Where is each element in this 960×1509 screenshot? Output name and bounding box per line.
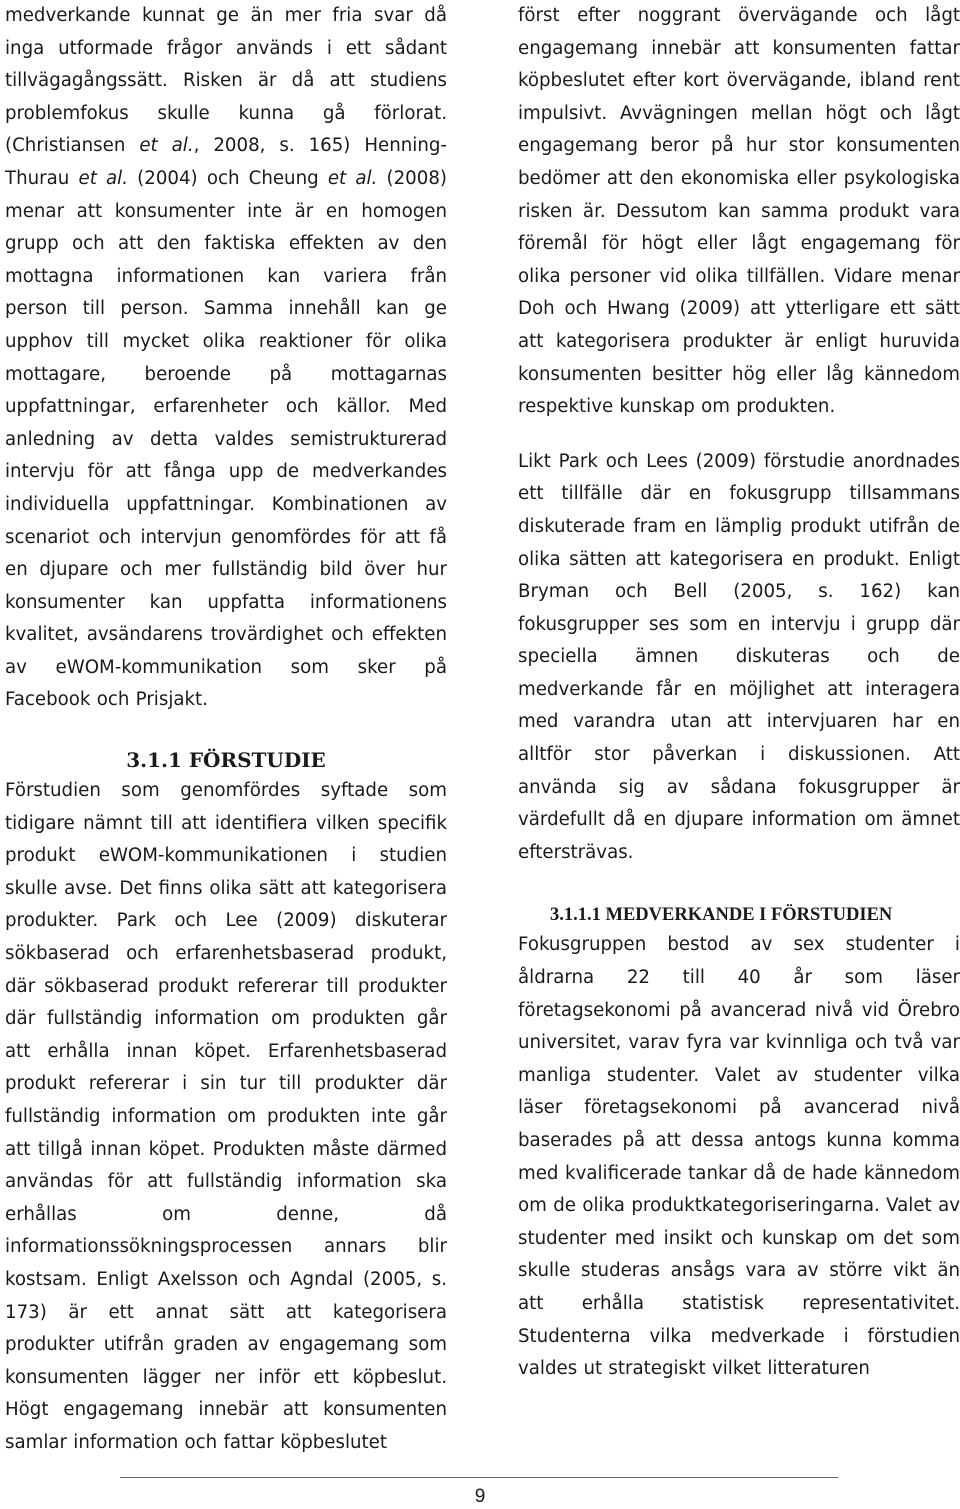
body-paragraph: först efter noggrant övervägande och lågt engagemang innebär att konsumenten fattar köpbeslutet efter kort övervägande, ibland rent impulsivt. Avvägningen mellan högt och lågt engagemang beror på hur stor konsumenten bedömer att den ekonomiska eller psykologiska risken är. Dessutom kan samma produkt vara föremål för högt eller lågt engagemang för olika personer vid olika tillfällen. Vidare menar Doh och Hwang (2009) att ytterligare ett sätt att kategorisera produkter är enligt huruvida konsumenten besitter hög eller låg kännedom respektive kunskap om produkten. [518,5,960,418]
body-paragraph: Likt Park och Lees (2009) förstudie anordnades ett tillfälle där en fokusgrupp tillsammans diskuterade fram en lämplig produkt utifrån de olika sätten att kategorisera en produkt. Enligt Bryman och Bell (2005, s. 162) kan fokusgrupper ses som en intervju i grupp där speciella ämnen diskuteras och de medverkande får en möjlighet att interagera med varandra utan att intervjuaren har en alltför stor påverkan i diskussionen. Att använda sig av sådana fokusgrupper är värdefullt då en djupare information om ämnet eftersträvas. [518,450,960,863]
body-paragraph: Fokusgruppen bestod av sex studenter i åldrarna 22 till 40 år som läser företagsekonomi på avancerad nivå vid Örebro universitet, varav fyra var kvinnliga och två var manliga studenter. Valet av studenter vilka läser företagsekonomi på avancerad nivå baserades på att dessa antogs kunna komma med kvalificerade tankar då de hade kännedom om de olika produktkategoriseringarna. Valet av studenter med insikt och kunskap om det som skulle studeras ansågs vara av större vikt än att erhålla statistisk representativitet. Studenterna vilka medverkade i förstudien valdes ut strategiskt vilket litteraturen [518,934,960,1380]
left-column [5,0,447,1460]
page-number: 9 [474,1486,486,1507]
italic-et-al: et al. [139,135,194,157]
section-heading: 3.1.1 FÖRSTUDIE [126,748,326,773]
paragraph-text: (2004) och Cheung [127,167,328,189]
spacer [518,424,960,446]
paragraph-text: , 2008, s. 165) Henning-Thurau [5,135,447,189]
italic-et-al: et al. [78,167,128,189]
footer-rule [120,1477,838,1478]
paragraph-text: medverkande kunnat ge än mer fria svar då inga utformade frågor används i ett sådant tillvägagångssätt. Risken är då att studiens problemfokus skulle kunna gå förlorat. (Christiansen [5,5,447,157]
paragraph-text: (2008) menar att konsumenter inte är en homogen grupp och att den faktiska effekten av den mottagna informationen kan variera från person till person. Samma innehåll kan ge upphov till mycket olika reaktioner för olika mottagare, beroende på mottagarnas uppfattningar, erfarenheter och källor. Med anledning av detta valdes semistrukturerad intervju för att fånga upp de medverkandes individuella uppfattningar. Kombinationen av scenariot och intervjun genomfördes för att få en djupare och mer fullständig bild över hur konsumenter kan uppfatta informationens kvalitet, avsändarens trovärdighet och effekten av eWOM-kommunikation som sker på Facebook och Prisjakt. [5,167,447,711]
spacer [5,717,447,737]
body-paragraph [5,0,447,717]
body-paragraph: Förstudien som genomfördes syftade som tidigare nämnt till att identifiera vilken specifik produkt eWOM-kommunikationen i studien skulle avse. Det finns olika sätt att kategorisera produkter. Park och Lee (2009) diskuterar sökbaserad och erfarenhetsbaserad produkt, där sökbaserad produkt refererar till produkter där fullständig information om produkten går att erhålla innan köpet. Erfarenhetsbaserad produkt refererar i sin tur till produkter där fullständig information om produkten inte går att tillgå innan köpet. Produkten måste därmed användas för att fullständig information ska erhållas om denne, då informationssökningsprocessen annars blir kostsam. Enligt Axelsson och Agndal (2005, s. 173) är ett annat sätt att kategorisera produkter utifrån graden av engagemang som konsumenten lägger ner inför ett köpbeslut. Högt engagemang innebär att konsumenten samlar information och fattar köpbeslutet [5,780,447,1453]
spacer [518,869,960,891]
subsection-heading: 3.1.1.1 MEDVERKANDE I FÖRSTUDIEN [550,905,893,926]
right-column [518,0,960,1386]
italic-et-al: et al. [327,167,378,189]
